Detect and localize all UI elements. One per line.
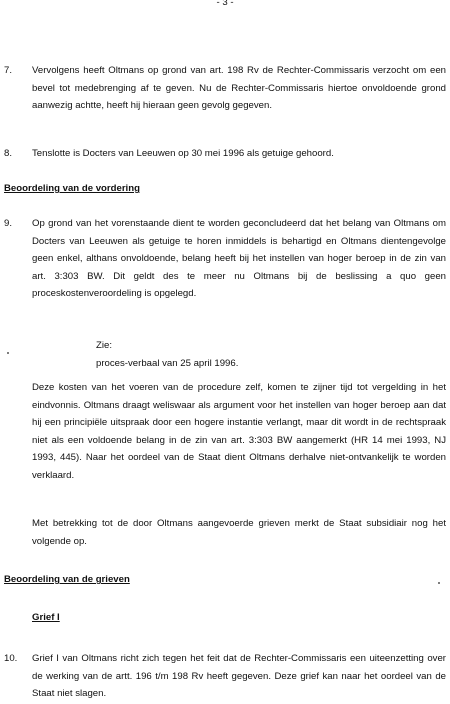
paragraph-number: 7.	[4, 65, 13, 76]
paragraph-text: Met betrekking tot de door Oltmans aangevoerde grieven merkt de Staat subsidiair nog het volgende op.	[32, 518, 446, 547]
citation	[96, 337, 238, 372]
page-number: - 3 -	[216, 0, 234, 8]
heading-grief-1: Grief I	[32, 612, 60, 623]
scan-speck	[7, 352, 9, 354]
paragraph-text: Op grond van het vorenstaande dient te worden geconcludeerd dat het belang van Oltmans om Docters van Leeuwen als getuige te horen inmiddels is behartigd en Oltmans dientengevolge geen enkel, althans onvoldoende, belang heeft bij het instellen van hoger beroep in de zin van art. 3:303 BW. Dit geldt des te meer nu Oltmans bij de beslissing a quo geen proceskostenveroordeling is opgelegd.	[32, 218, 446, 299]
paragraph-number: 8.	[4, 148, 13, 159]
paragraph-number: 9.	[4, 218, 13, 229]
paragraph-text: Deze kosten van het voeren van de procedure zelf, komen te zijner tijd tot vergelding in het eindvonnis. Oltmans draagt weliswaar als argument voor het instellen van hoger beroep aan dat hij een principiële uitspraak door een hogere instantie verlangt, maar dit wordt in de rechtspraak niet als een voldoende belang in de zin van art. 3:303 BW aangemerkt (HR 14 mei 1993, NJ 1993, 445). Naar het oordeel van de Staat dient Oltmans derhalve niet-ontvankelijk te worden verklaard.	[32, 382, 446, 481]
citation-reference: proces-verbaal van 25 april 1996.	[96, 357, 239, 369]
paragraph-text: Grief I van Oltmans richt zich tegen het feit dat de Rechter-Commissaris een uiteenzetting over de werking van de artt. 196 t/m 198 Rv heeft gegeven. Deze grief kan naar het oordeel van de Staat niet slagen.	[32, 653, 446, 699]
paragraph-text: Tenslotte is Docters van Leeuwen op 30 mei 1996 als getuige gehoord.	[32, 148, 334, 159]
paragraph-number: 10.	[4, 653, 18, 664]
heading-beoordeling-vordering: Beoordeling van de vordering	[4, 183, 140, 194]
scan-speck	[438, 582, 440, 584]
heading-beoordeling-grieven: Beoordeling van de grieven	[4, 574, 130, 585]
citation-label: Zie:	[96, 340, 112, 351]
paragraph-text: Vervolgens heeft Oltmans op grond van art. 198 Rv de Rechter-Commissaris verzocht om een bevel tot medebrenging af te geven. Nu de Rechter-Commissaris hiertoe onvoldoende grond aanwezig achtte, heeft hij hieraan geen gevolg gegeven.	[32, 65, 446, 111]
